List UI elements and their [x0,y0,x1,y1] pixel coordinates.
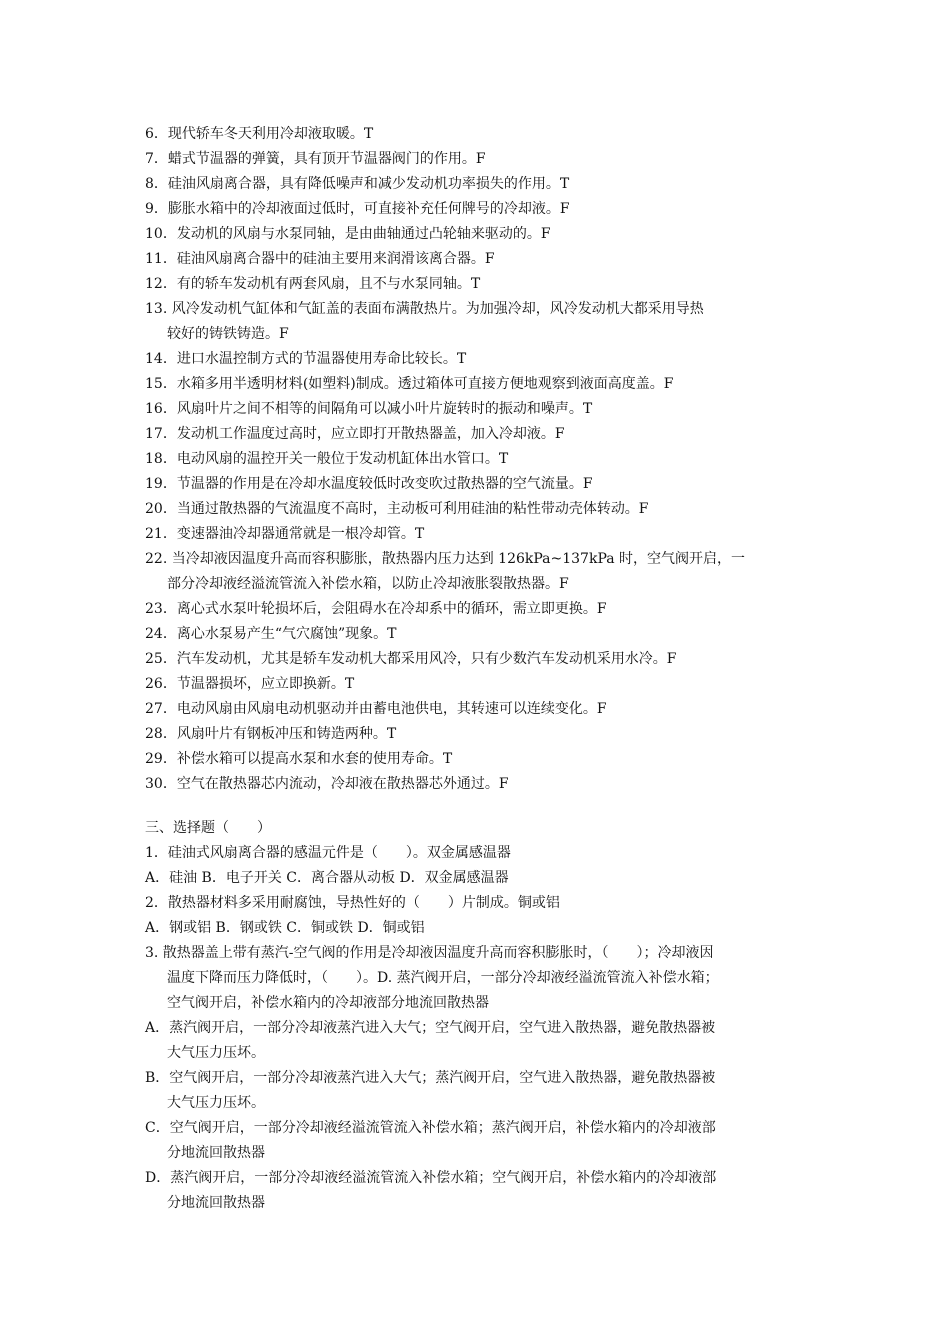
mc-option-3b-continued: 大气压力压坏。 [167,1095,265,1111]
tf-item-17: 17．发动机工作温度过高时，应立即打开散热器盖，加入冷却液。F [145,426,565,442]
tf-item-22: 22. 当冷却液因温度升高而容积膨胀，散热器内压力达到 126kPa~137kPa 时，空气阀开启，一 [145,551,746,567]
tf-item-25: 25．汽车发动机，尤其是轿车发动机大都采用风冷，只有少数汽车发动机采用水冷。F [145,651,677,667]
mc-options-1: A．硅油 B．电子开关 C．离合器从动板 D．双金属感温器 [145,870,509,886]
tf-item-21: 21．变速器油冷却器通常就是一根冷却管。T [145,526,425,542]
mc-options-2: A．钢或铝 B．钢或铁 C．铜或铁 D．铜或铝 [145,920,425,936]
tf-item-13: 13. 风冷发动机气缸体和气缸盖的表面布满散热片。为加强冷却，风冷发动机大都采用导热 [145,301,704,317]
tf-item-7: 7．蜡式节温器的弹簧，具有顶开节温器阀门的作用。F [145,151,486,167]
tf-item-24: 24．离心水泵易产生“气穴腐蚀”现象。T [145,626,397,642]
section-spacer [145,797,815,816]
tf-item-19: 19．节温器的作用是在冷却水温度较低时改变吹过散热器的空气流量。F [145,476,593,492]
tf-item-12: 12．有的轿车发动机有两套风扇，且不与水泵同轴。T [145,276,481,292]
mc-option-3d: D．蒸汽阀开启，一部分冷却液经溢流管流入补偿水箱；空气阀开启，补偿水箱内的冷却液部 [145,1170,717,1186]
tf-item-23: 23．离心式水泵叶轮损坏后，会阻碍水在冷却系中的循环，需立即更换。F [145,601,607,617]
tf-item-10: 10．发动机的风扇与水泵同轴，是由曲轴通过凸轮轴来驱动的。F [145,226,551,242]
document-body [145,122,815,1216]
tf-item-11: 11．硅油风扇离合器中的硅油主要用来润滑该离合器。F [145,251,495,267]
mc-question-1: 1．硅油式风扇离合器的感温元件是（ ）。双金属感温器 [145,845,511,861]
mc-option-3a-continued: 大气压力压坏。 [167,1045,265,1061]
mc-question-3-continued: 温度下降而压力降低时，（ ）。D. 蒸汽阀开启，一部分冷却液经溢流管流入补偿水箱； [167,970,719,986]
tf-item-30: 30．空气在散热器芯内流动，冷却液在散热器芯外通过。F [145,776,509,792]
tf-item-16: 16．风扇叶片之间不相等的间隔角可以减小叶片旋转时的振动和噪声。T [145,401,593,417]
tf-item-27: 27．电动风扇由风扇电动机驱动并由蓄电池供电，其转速可以连续变化。F [145,701,607,717]
mc-question-3: 3. 散热器盖上带有蒸汽-空气阀的作用是冷却液因温度升高而容积膨胀时，（ ）；冷却液因 [145,945,714,961]
mc-option-3a: A．蒸汽阀开启，一部分冷却液蒸汽进入大气；空气阀开启，空气进入散热器，避免散热器被 [145,1020,716,1036]
tf-item-29: 29．补偿水箱可以提高水泵和水套的使用寿命。T [145,751,453,767]
section-heading-choice: 三、选择题（ ） [145,820,271,836]
tf-item-26: 26．节温器损坏，应立即换新。T [145,676,355,692]
tf-item-14: 14．进口水温控制方式的节温器使用寿命比较长。T [145,351,467,367]
tf-item-8: 8．硅油风扇离合器，具有降低噪声和减少发动机功率损失的作用。T [145,176,570,192]
tf-item-28: 28．风扇叶片有钢板冲压和铸造两种。T [145,726,397,742]
tf-item-13-continued: 较好的铸铁铸造。F [167,326,289,342]
tf-item-15: 15．水箱多用半透明材料(如塑料)制成。透过箱体可直接方便地观察到液面高度盖。F [145,376,674,392]
mc-option-3d-continued: 分地流回散热器 [167,1195,265,1211]
mc-option-3c: C．空气阀开启，一部分冷却液经溢流管流入补偿水箱；蒸汽阀开启，补偿水箱内的冷却液部 [145,1120,716,1136]
tf-item-20: 20．当通过散热器的气流温度不高时，主动板可利用硅油的粘性带动壳体转动。F [145,501,649,517]
tf-item-6: 6．现代轿车冬天利用冷却液取暖。T [145,126,374,142]
tf-item-22-continued: 部分冷却液经溢流管流入补偿水箱，以防止冷却液胀裂散热器。F [167,576,569,592]
tf-item-9: 9．膨胀水箱中的冷却液面过低时，可直接补充任何牌号的冷却液。F [145,201,570,217]
mc-question-2: 2．散热器材料多采用耐腐蚀，导热性好的（ ）片制成。铜或铝 [145,895,560,911]
mc-option-3b: B．空气阀开启，一部分冷却液蒸汽进入大气；蒸汽阀开启，空气进入散热器，避免散热器被 [145,1070,716,1086]
mc-option-3c-continued: 分地流回散热器 [167,1145,265,1161]
tf-item-18: 18．电动风扇的温控开关一般位于发动机缸体出水管口。T [145,451,509,467]
mc-question-3-continued: 空气阀开启，补偿水箱内的冷却液部分地流回散热器 [167,995,489,1011]
